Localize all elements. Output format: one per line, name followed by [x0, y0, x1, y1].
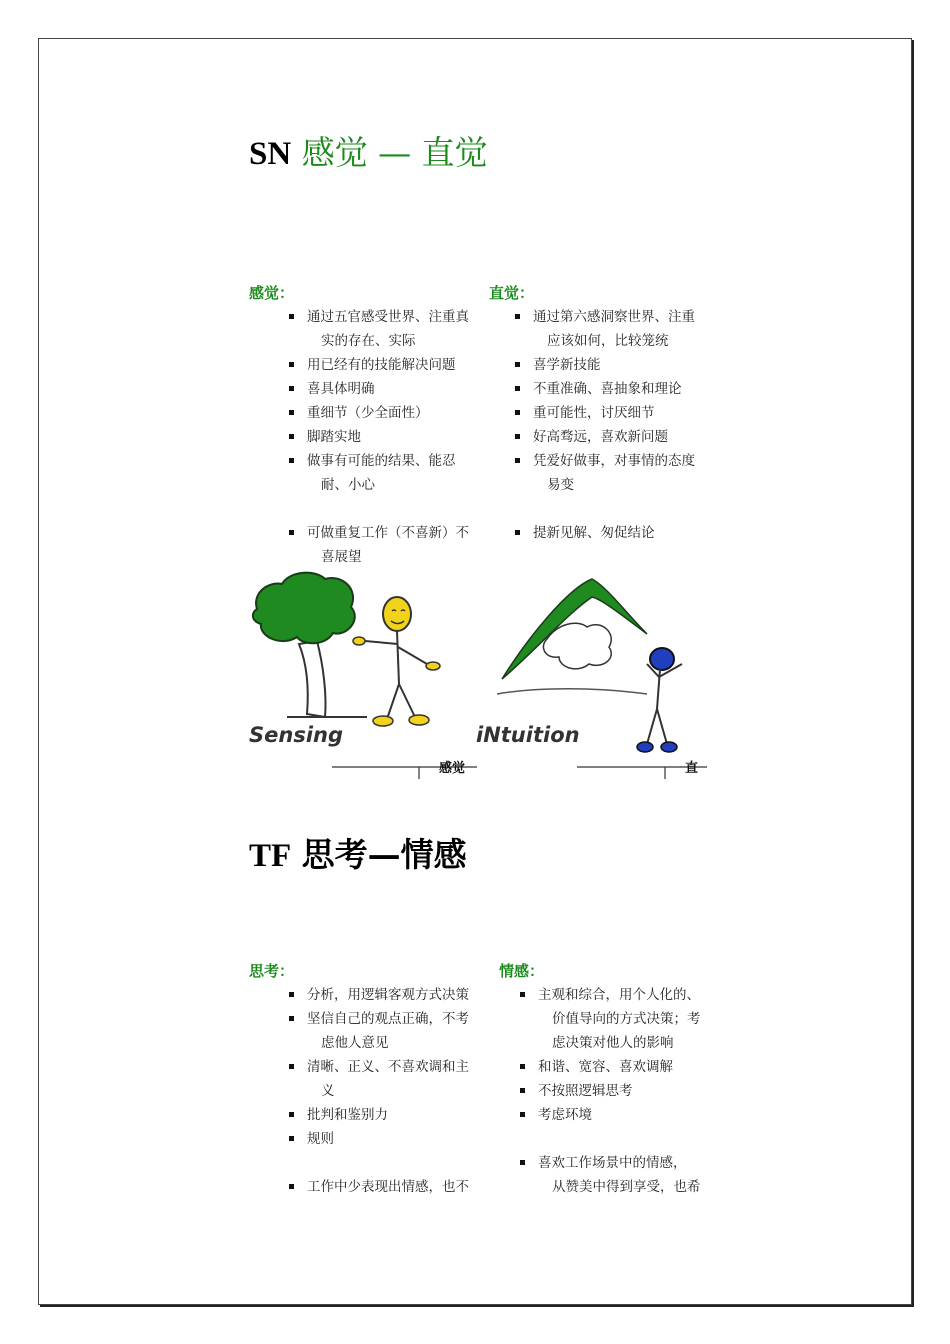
intuition-caption: iNtuition: [476, 723, 580, 747]
sn-code: SN: [249, 136, 292, 172]
list-item-line: 做事有可能的结果、能忍: [307, 453, 456, 469]
list-item-line: 实的存在、实际: [321, 333, 416, 349]
list-item-line: 考虑环境: [538, 1107, 592, 1123]
list-item: [520, 1151, 720, 1199]
list-item-line: 重可能性，讨厌细节: [533, 405, 655, 421]
intuition-list: [515, 305, 715, 545]
list-item-line: 价值导向的方式决策；考: [552, 1011, 701, 1027]
intuition-heading: 直觉：: [489, 284, 535, 302]
feeling-heading: 情感：: [499, 962, 545, 980]
list-item: [289, 1175, 484, 1199]
tf-title: 思考—情感: [301, 835, 467, 874]
list-item-line: 不按照逻辑思考: [538, 1083, 633, 1099]
list-item: [289, 305, 479, 353]
sensing-list: [289, 305, 479, 569]
list-item: [289, 1127, 484, 1151]
list-item: [515, 425, 715, 449]
list-item-line: 易变: [547, 477, 574, 493]
list-item-line: 提新见解、匆促结论: [533, 525, 655, 541]
list-item-line: 义: [321, 1083, 335, 1099]
list-item: [289, 1007, 484, 1055]
list-item: [289, 521, 479, 569]
list-item: [520, 1079, 720, 1103]
list-item-line: 耐、小心: [321, 477, 375, 493]
list-item: [520, 983, 720, 1055]
mountain-icon: [497, 579, 647, 694]
sensing-cn-caption: 感觉: [439, 761, 466, 776]
list-item: [289, 1055, 484, 1103]
tf-code: TF: [249, 838, 292, 874]
list-item-line: 主观和综合，用个人化的、: [538, 987, 700, 1003]
tree-icon: [253, 573, 367, 717]
document-page: [38, 38, 912, 1305]
list-item-line: 用已经有的技能解决问题: [307, 357, 456, 373]
list-item-line: 不重准确、喜抽象和理论: [533, 381, 682, 397]
intuition-cn-caption: 直: [685, 761, 699, 776]
list-item-line: 分析，用逻辑客观方式决策: [307, 987, 469, 1003]
list-item: [515, 521, 715, 545]
list-item-line: 通过五官感受世界、注重真: [307, 309, 469, 325]
thinking-list: [289, 983, 484, 1199]
list-item-line: 工作中少表现出情感，也不: [307, 1179, 469, 1195]
list-item-line: 喜具体明确: [307, 381, 375, 397]
list-item: [520, 1055, 720, 1079]
list-item-line: 脚踏实地: [307, 429, 361, 445]
list-item: [515, 449, 715, 497]
list-item-line: 通过第六感洞察世界、注重: [533, 309, 695, 325]
feeling-list: [520, 983, 720, 1199]
list-item-line: 喜欢工作场景中的情感，: [538, 1155, 687, 1171]
list-item: [289, 425, 479, 449]
list-item-line: 重细节（少全面性）: [307, 405, 429, 421]
sensing-heading: 感觉：: [249, 284, 295, 302]
thinking-heading: 思考：: [249, 962, 295, 980]
sn-title: 感觉 — 直觉: [301, 133, 488, 172]
list-item: [515, 305, 715, 353]
list-item: [515, 401, 715, 425]
sensing-intuition-illustration: [247, 569, 707, 779]
list-item: [515, 353, 715, 377]
sensing-figure-icon: [353, 597, 440, 726]
list-item-line: 和谐、宽容、喜欢调解: [538, 1059, 673, 1075]
list-item: [289, 449, 479, 497]
list-item: [520, 1103, 720, 1127]
list-item-line: 坚信自己的观点正确，不考: [307, 1011, 469, 1027]
list-item: [289, 401, 479, 425]
tf-heading: [249, 829, 467, 876]
sensing-caption: Sensing: [249, 723, 343, 747]
list-item-line: 批判和鉴别力: [307, 1107, 388, 1123]
list-item-line: 虑他人意见: [321, 1035, 389, 1051]
list-item: [515, 377, 715, 401]
list-item-line: 好高骛远，喜欢新问题: [533, 429, 668, 445]
list-item-line: 应该如何，比较笼统: [547, 333, 669, 349]
list-item: [289, 983, 484, 1007]
list-item: [289, 377, 479, 401]
list-item-line: 虑决策对他人的影响: [552, 1035, 674, 1051]
intuition-figure-icon: [637, 648, 682, 752]
list-item-line: 凭爱好做事，对事情的态度: [533, 453, 695, 469]
list-item-line: 从赞美中得到享受，也希: [552, 1179, 701, 1195]
list-item-line: 可做重复工作（不喜新）不: [307, 525, 469, 541]
list-item-line: 清晰、正义、不喜欢调和主: [307, 1059, 469, 1075]
sn-heading: [249, 127, 488, 174]
list-item-line: 规则: [307, 1131, 334, 1147]
list-item-line: 喜学新技能: [533, 357, 601, 373]
list-item-line: 喜展望: [321, 549, 362, 565]
list-item: [289, 353, 479, 377]
list-item: [289, 1103, 484, 1127]
